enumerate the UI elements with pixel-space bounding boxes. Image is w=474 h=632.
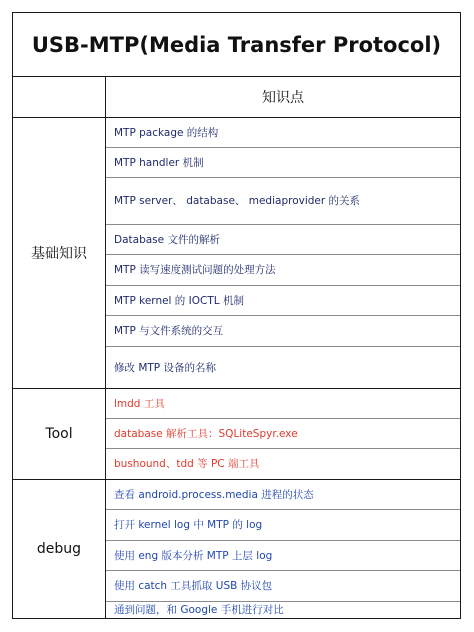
table-title: USB-MTP(Media Transfer Protocol) [13,13,460,77]
list-item: lmdd 工具 [106,389,460,419]
header-left-cell [13,77,106,118]
list-item: 使用 eng 版本分析 MTP 上层 log [106,541,460,571]
list-item: 查看 android.process.media 进程的状态 [106,480,460,510]
category-tool: Tool [13,389,106,480]
list-item: 打开 kernel log 中 MTP 的 log [106,510,460,541]
list-item: 修改 MTP 设备的名称 [106,347,460,389]
list-item: MTP 与文件系统的交互 [106,316,460,347]
list-item: MTP server、 database、 mediaprovider 的关系 [106,178,460,225]
list-item: MTP 读写速度测试问题的处理方法 [106,255,460,286]
header-knowledge-points: 知识点 [106,77,460,118]
list-item: MTP package 的结构 [106,118,460,148]
list-item: 通到问题，和 Google 手机进行对比 [114,604,284,616]
knowledge-table [12,12,461,619]
list-item: database 解析工具：SQLiteSpyr.exe [106,419,460,449]
category-basics: 基础知识 [13,118,106,389]
list-item: 使用 catch 工具抓取 USB 协议包 [106,571,460,602]
category-debug: debug [13,480,106,618]
list-item: MTP kernel 的 IOCTL 机制 [106,286,460,316]
list-item: MTP handler 机制 [106,148,460,178]
list-item: Database 文件的解析 [106,225,460,255]
list-item: bushound、tdd 等 PC 端工具 [106,449,460,480]
